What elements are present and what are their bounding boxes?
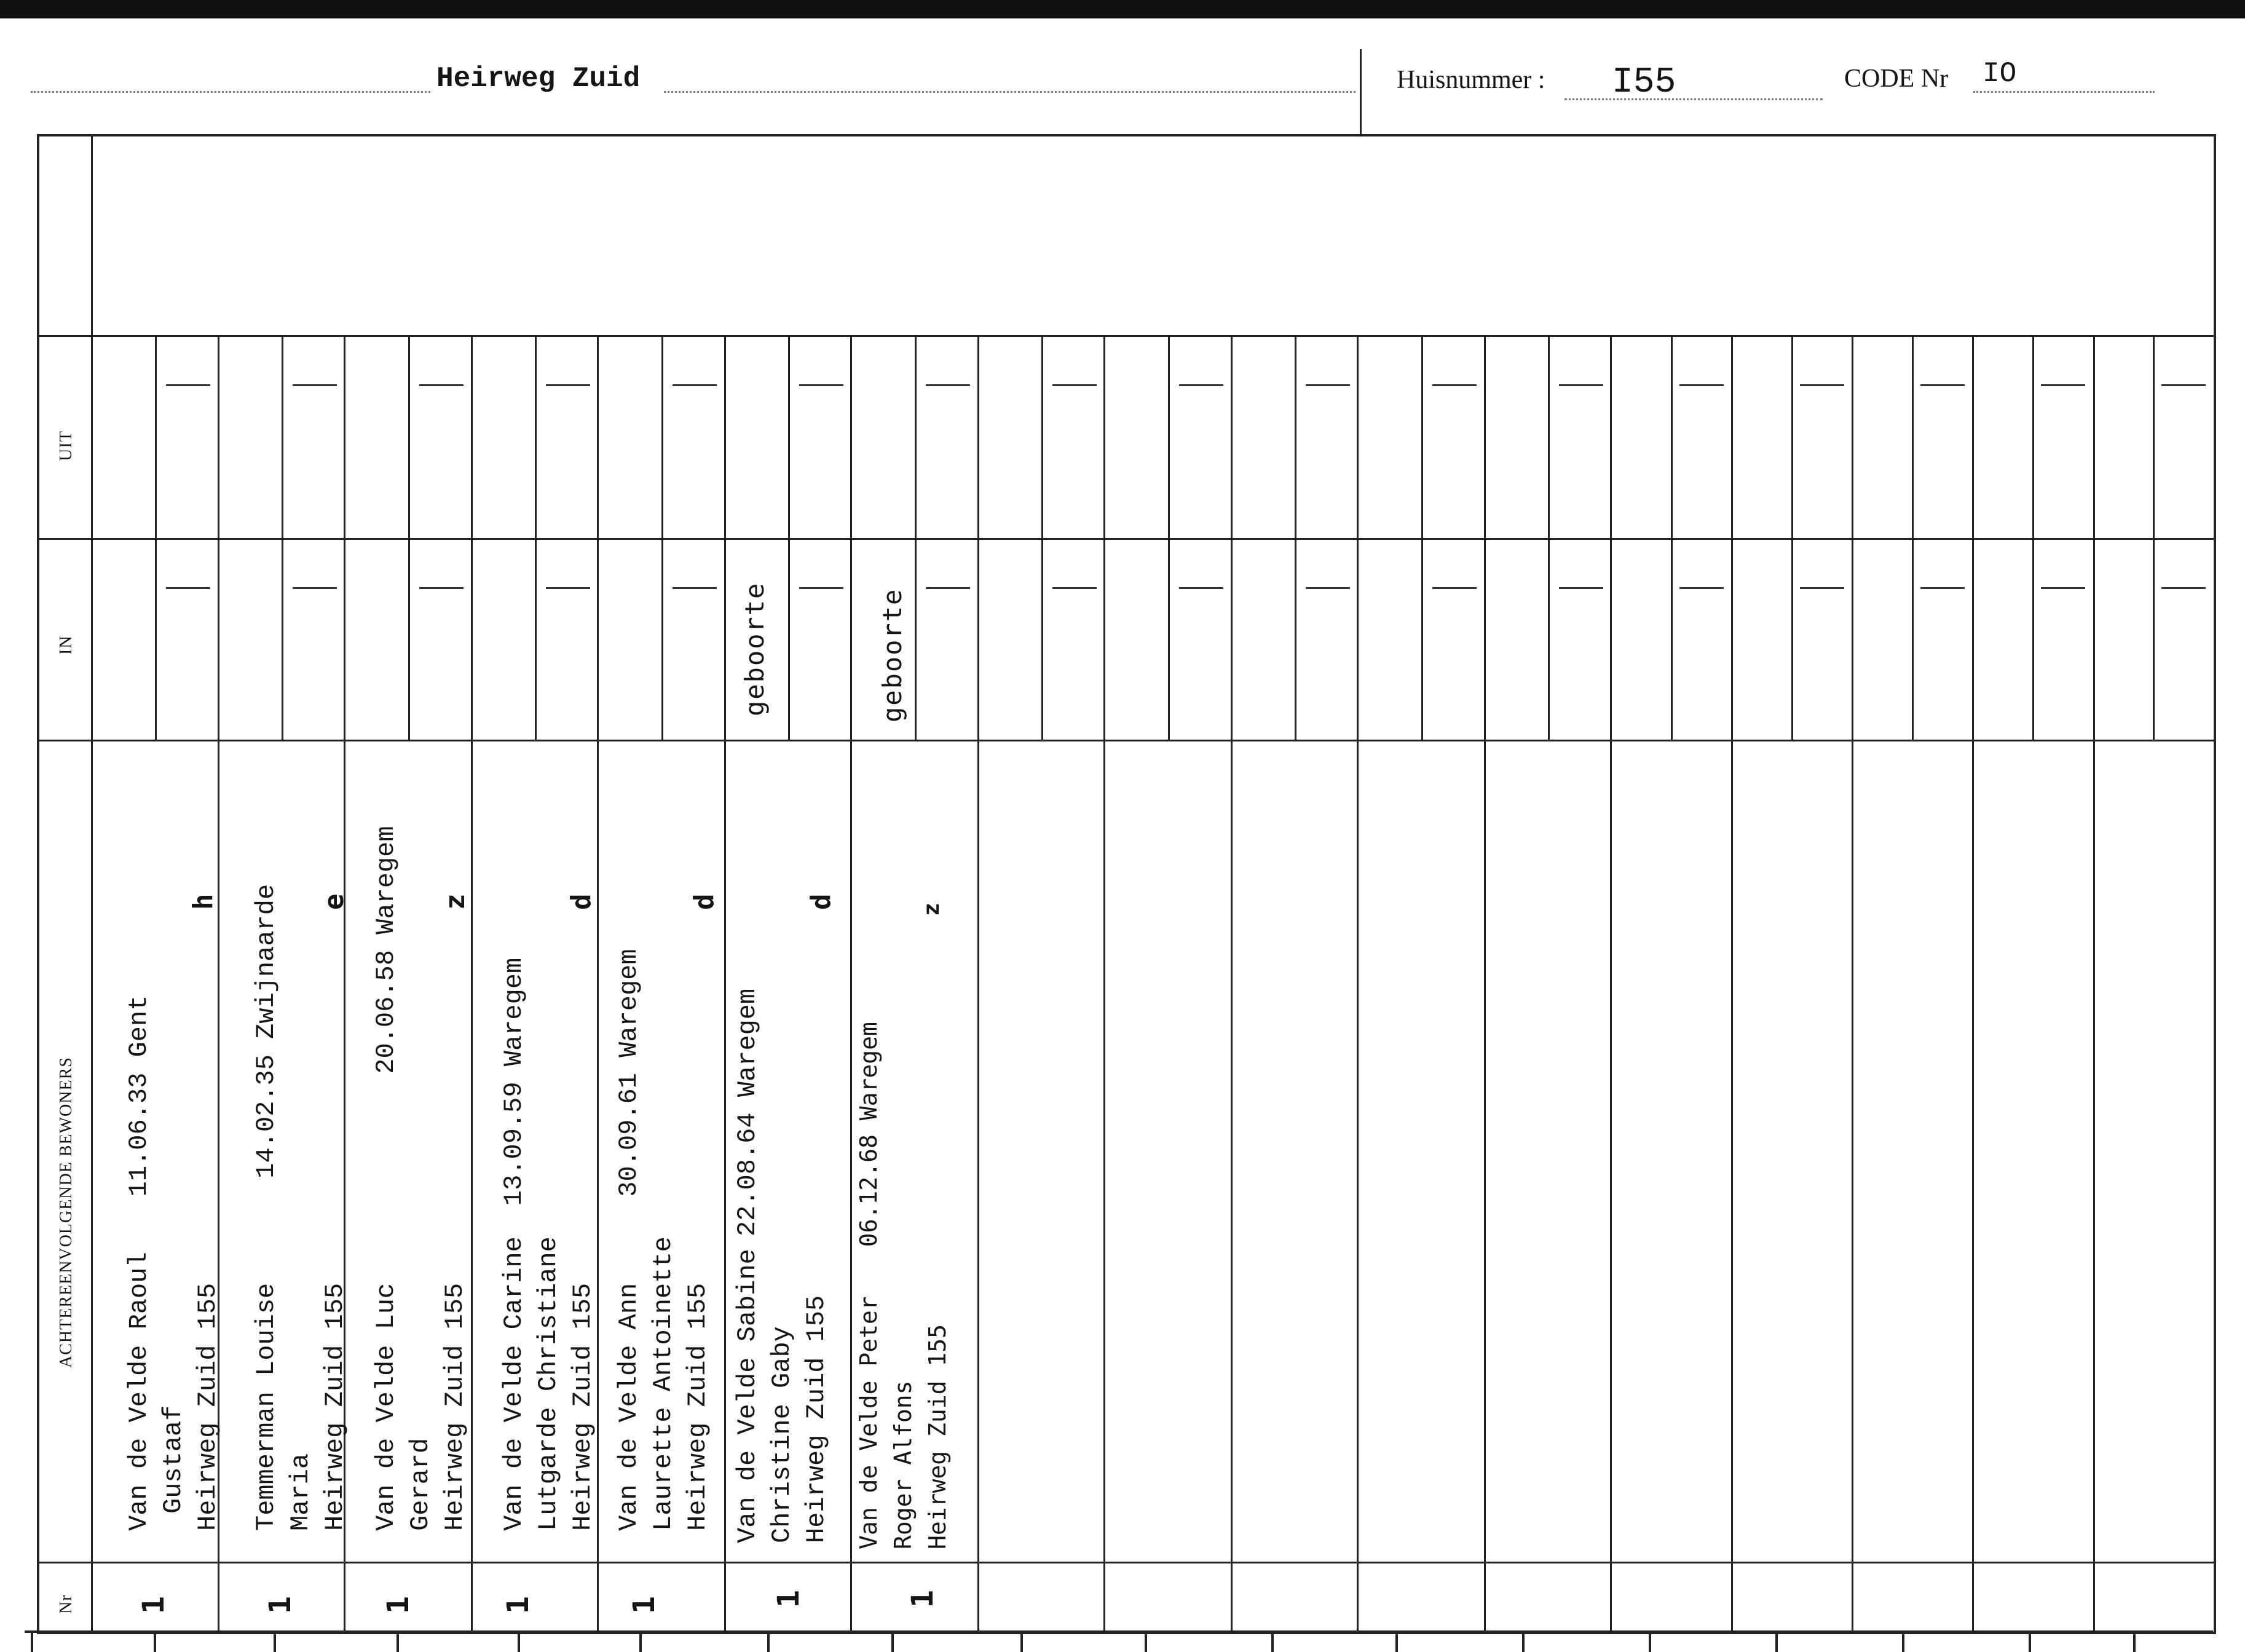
- uit-dash: [1679, 384, 1724, 386]
- sub-column-divider: [661, 335, 663, 740]
- edge-tick: [1902, 1633, 1904, 1652]
- uit-dash: [2161, 384, 2206, 386]
- resident-address: Heirweg Zuid 155: [802, 1295, 831, 1543]
- resident-name: Van de Velde Ann: [614, 1282, 644, 1531]
- resident-entry: [369, 826, 472, 1531]
- sub-column-divider: [1295, 335, 1296, 740]
- resident-nr: 1: [627, 1596, 661, 1614]
- in-dash: [1179, 587, 1223, 589]
- resident-birth-date: 22.08.64: [733, 1112, 762, 1237]
- edge-tick: [1145, 1633, 1147, 1652]
- resident-birth-date: 20.06.58: [371, 950, 401, 1074]
- resident-nr: 1: [501, 1596, 535, 1614]
- house-number-dotted-line: [1564, 98, 1823, 100]
- sub-column-divider: [1912, 335, 1914, 740]
- resident-entry: [497, 958, 600, 1531]
- street-dotted-line-left: [31, 91, 430, 93]
- resident-given-names: Laurette Antoinette: [649, 1236, 678, 1531]
- resident-birth-date: 11.06.33: [124, 1072, 154, 1197]
- edge-tick: [1649, 1633, 1651, 1652]
- uit-dash: [2041, 384, 2085, 386]
- header-divider: [1360, 49, 1362, 135]
- sub-column-divider: [535, 335, 537, 740]
- uit-dash: [673, 384, 717, 386]
- column-divider: [1357, 335, 1359, 1633]
- scan-top-edge: [0, 0, 2245, 18]
- resident-nr: 1: [905, 1590, 940, 1608]
- edge-tick: [891, 1633, 894, 1652]
- edge-tick: [518, 1633, 520, 1652]
- edge-tick: [397, 1633, 399, 1652]
- column-divider: [1484, 335, 1486, 1633]
- in-dash: [926, 587, 970, 589]
- sub-column-divider: [1041, 335, 1043, 740]
- street-name: Heirweg Zuid: [436, 63, 641, 95]
- residents-label: ACHTEREENVOLGENDE BEWONERS: [57, 1057, 76, 1368]
- register-frame: [37, 134, 2216, 1634]
- resident-name: Temmerman Louise: [251, 1282, 281, 1531]
- uit-dash: [926, 384, 970, 386]
- in-dash: [1432, 587, 1477, 589]
- uit-dash: [546, 384, 590, 386]
- resident-birth-place: Waregem: [371, 826, 401, 935]
- nr-label: Nr: [57, 1594, 76, 1614]
- column-divider: [1610, 335, 1612, 1633]
- resident-address: Heirweg Zuid 155: [320, 1282, 350, 1531]
- resident-address: Heirweg Zuid 155: [924, 1324, 951, 1549]
- sub-column-divider: [788, 335, 790, 740]
- resident-relation: z: [919, 903, 944, 916]
- in-dash: [1052, 587, 1097, 589]
- in-label: IN: [57, 635, 76, 655]
- band-divider-uit-in: [37, 538, 2216, 540]
- resident-given-names: Roger Alfons: [890, 1380, 917, 1549]
- resident-entry: [851, 1022, 955, 1549]
- edge-tick: [1020, 1633, 1023, 1652]
- resident-birth-place: Waregem: [855, 1022, 882, 1121]
- code-dotted-line: [1973, 91, 2155, 93]
- resident-entry: [730, 989, 834, 1543]
- edge-tick: [274, 1633, 276, 1652]
- resident-given-names: Gustaaf: [159, 1405, 188, 1514]
- resident-relation: d: [688, 893, 720, 910]
- resident-birth-place: Waregem: [499, 957, 529, 1067]
- uit-dash: [799, 384, 843, 386]
- uit-dash: [1559, 384, 1603, 386]
- sub-column-divider: [915, 335, 917, 740]
- sub-column-divider: [1548, 335, 1550, 740]
- resident-address: Heirweg Zuid 155: [568, 1282, 598, 1531]
- sub-column-divider: [408, 335, 410, 740]
- resident-entry: [122, 995, 225, 1531]
- resident-nr: 1: [136, 1596, 171, 1614]
- resident-entry: [612, 949, 715, 1531]
- edge-tick: [154, 1633, 156, 1652]
- resident-nr: 1: [381, 1596, 416, 1614]
- resident-entry: [249, 884, 352, 1531]
- in-dash: [1920, 587, 1965, 589]
- resident-name: Van de Velde Sabine: [733, 1249, 762, 1543]
- code-label: CODE Nr: [1844, 65, 1949, 93]
- code-value: IO: [1983, 58, 2017, 90]
- house-number-value: I55: [1612, 63, 1676, 103]
- in-dash: [1800, 587, 1844, 589]
- sub-column-divider: [1421, 335, 1423, 740]
- resident-birth-date: 13.09.59: [499, 1081, 529, 1206]
- column-divider: [1231, 335, 1233, 1633]
- edge-tick: [1395, 1633, 1398, 1652]
- resident-birth-date: 30.09.61: [614, 1073, 644, 1197]
- uit-dash: [1432, 384, 1477, 386]
- in-dash: [1306, 587, 1350, 589]
- edge-tick: [2133, 1633, 2136, 1652]
- form-bottom-edge: [25, 1630, 2213, 1633]
- resident-birth-place: Gent: [124, 995, 154, 1057]
- uit-dash: [1306, 384, 1350, 386]
- resident-name: Van de Velde Raoul: [124, 1252, 154, 1531]
- edge-tick: [2029, 1633, 2031, 1652]
- uit-label: UIT: [57, 430, 76, 461]
- edge-tick: [767, 1633, 770, 1652]
- column-divider: [1731, 335, 1733, 1633]
- uit-dash: [1920, 384, 1965, 386]
- resident-birth-date: 14.02.35: [251, 1054, 281, 1179]
- resident-birth-date: 06.12.68: [855, 1134, 882, 1247]
- sub-column-divider: [282, 335, 283, 740]
- column-divider: [724, 335, 726, 1633]
- in-dash: [1679, 587, 1724, 589]
- resident-birth-place: Waregem: [733, 988, 762, 1097]
- label-column-divider: [91, 135, 93, 1633]
- uit-dash: [1179, 384, 1223, 386]
- resident-name: Van de Velde Luc: [371, 1282, 401, 1531]
- in-dash: [673, 587, 717, 589]
- in-event-geboorte: geboorte: [877, 588, 907, 722]
- in-event-geboorte: geboorte: [740, 582, 770, 716]
- column-divider: [977, 335, 979, 1633]
- in-dash: [2041, 587, 2085, 589]
- sub-column-divider: [1671, 335, 1673, 740]
- resident-birth-place: Zwijnaarde: [251, 883, 281, 1039]
- uit-dash: [293, 384, 337, 386]
- resident-name: Van de Velde Carine: [499, 1236, 529, 1531]
- resident-given-names: Lutgarde Christiane: [534, 1236, 563, 1531]
- resident-nr: 1: [771, 1590, 806, 1608]
- sub-column-divider: [2032, 335, 2034, 740]
- sub-column-divider: [1791, 335, 1793, 740]
- column-divider: [1972, 335, 1974, 1633]
- resident-relation: h: [187, 893, 219, 910]
- sub-column-divider: [155, 335, 157, 740]
- resident-given-names: Maria: [286, 1453, 315, 1531]
- resident-relation: e: [318, 893, 350, 910]
- resident-given-names: Christine Gaby: [767, 1326, 797, 1543]
- edge-tick: [31, 1633, 33, 1652]
- in-dash: [166, 587, 210, 589]
- resident-name: Van de Velde Peter: [855, 1296, 882, 1549]
- edge-tick: [1271, 1633, 1274, 1652]
- column-divider: [1852, 335, 1853, 1633]
- uit-dash: [1800, 384, 1844, 386]
- band-divider-residents-nr: [37, 1562, 2216, 1563]
- in-dash: [799, 587, 843, 589]
- uit-dash: [419, 384, 464, 386]
- column-divider: [1103, 335, 1105, 1633]
- resident-address: Heirweg Zuid 155: [440, 1282, 470, 1531]
- house-number-label: Huisnummer :: [1397, 66, 1545, 94]
- band-divider-in-residents: [37, 740, 2216, 741]
- in-dash: [419, 587, 464, 589]
- in-dash: [293, 587, 337, 589]
- resident-relation: d: [805, 893, 837, 910]
- edge-tick: [1775, 1633, 1778, 1652]
- column-divider: [2093, 335, 2095, 1633]
- in-dash: [1559, 587, 1603, 589]
- edge-tick: [1522, 1633, 1525, 1652]
- sub-column-divider: [2153, 335, 2155, 740]
- resident-given-names: Gerard: [406, 1437, 435, 1531]
- uit-dash: [166, 384, 210, 386]
- resident-relation: z: [440, 893, 471, 910]
- band-divider-top: [37, 335, 2216, 337]
- uit-dash: [1052, 384, 1097, 386]
- in-dash: [2161, 587, 2206, 589]
- resident-birth-place: Waregem: [614, 949, 644, 1057]
- resident-address: Heirweg Zuid 155: [683, 1282, 712, 1531]
- resident-address: Heirweg Zuid 155: [193, 1282, 223, 1531]
- in-dash: [546, 587, 590, 589]
- resident-relation: d: [566, 893, 597, 910]
- sub-column-divider: [1168, 335, 1170, 740]
- street-dotted-line-right: [664, 91, 1355, 93]
- resident-nr: 1: [263, 1596, 298, 1614]
- edge-tick: [639, 1633, 642, 1652]
